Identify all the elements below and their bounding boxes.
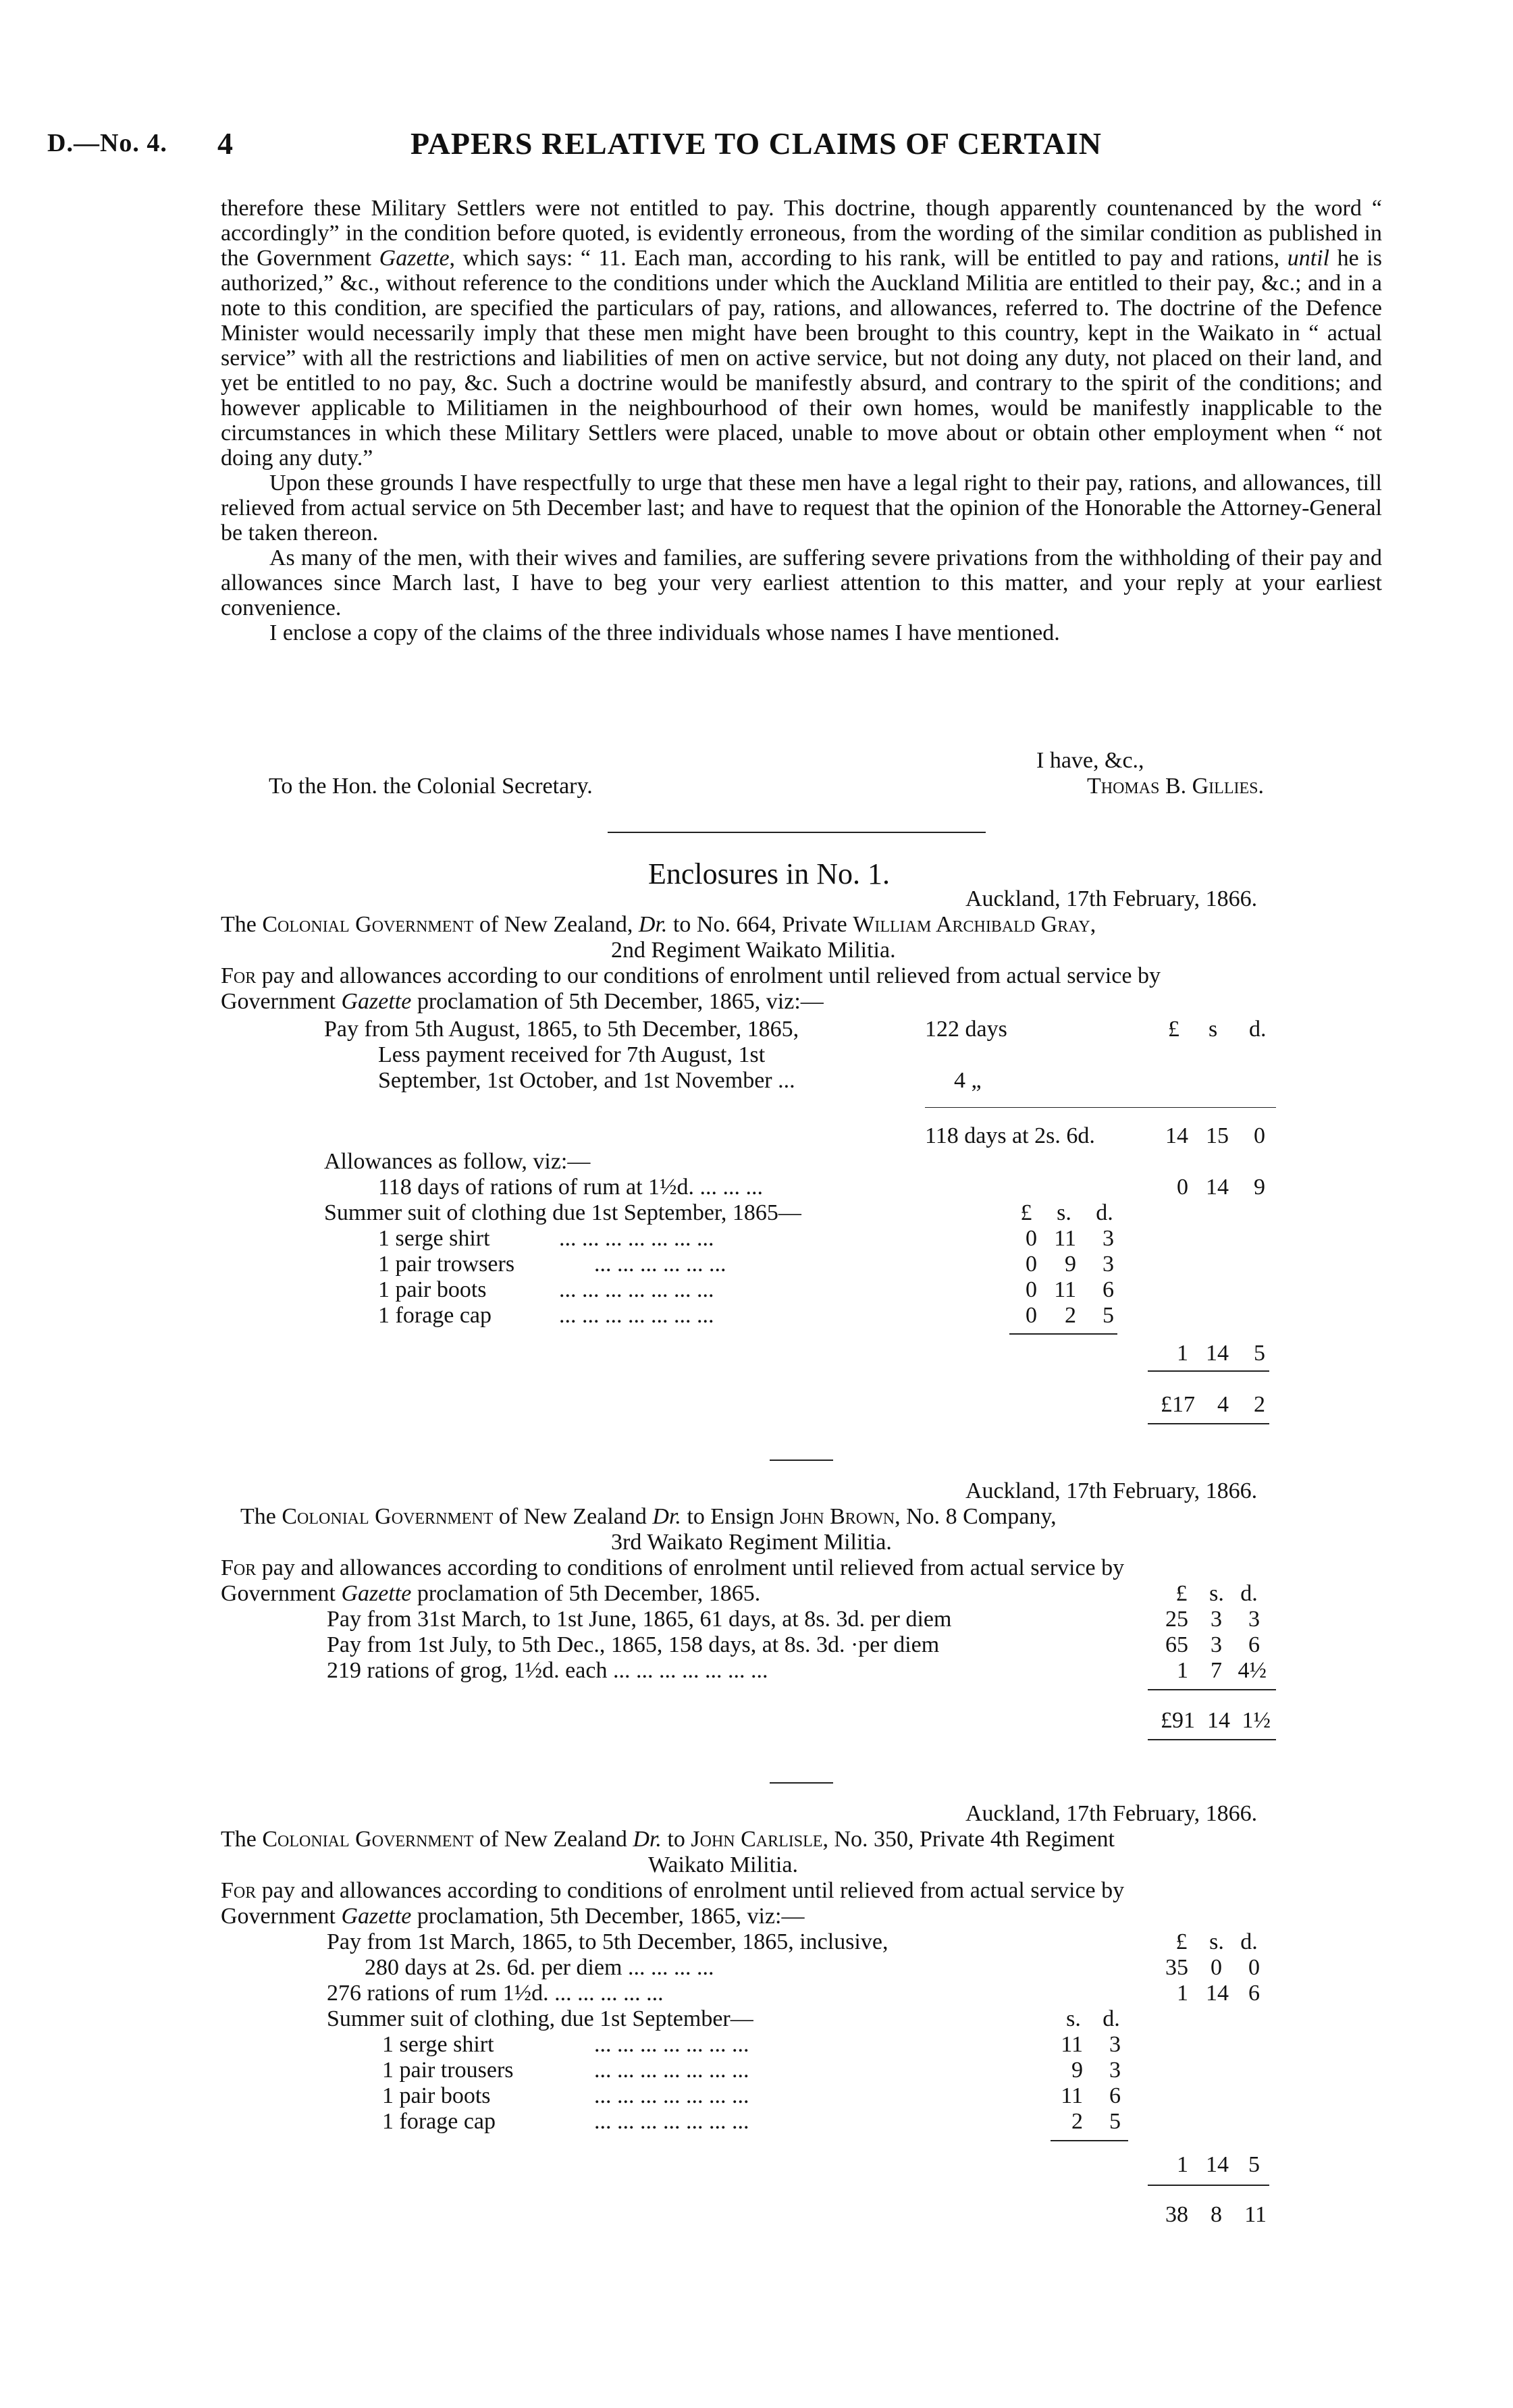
item-name: 1 pair boots xyxy=(378,1277,487,1302)
currency-shilling: s. xyxy=(1209,1929,1224,1954)
suit-rule xyxy=(1051,2140,1128,2141)
amount-pounds: 14 xyxy=(1165,1123,1188,1148)
claim-purpose: For pay and allowances according to our conditions of enrolment until relieved from actual service by xyxy=(221,963,1161,988)
leaders: ... ... ... ... ... ... ... xyxy=(559,1226,714,1251)
row-text: 219 rations of grog, 1½d. each ... ... ... ... ... ... ... xyxy=(327,1658,768,1683)
amount-pence: 0 xyxy=(1254,1123,1265,1148)
divider xyxy=(770,1782,833,1784)
subtotal-rule xyxy=(925,1107,1276,1108)
grand-total-pounds: £91 xyxy=(1161,1708,1195,1733)
item-pounds: 0 xyxy=(1026,1252,1037,1277)
item-shillings: 11 xyxy=(1054,1226,1076,1251)
claim-date: Auckland, 17th February, 1866. xyxy=(965,1478,1258,1503)
item-pence: 3 xyxy=(1103,1226,1114,1251)
currency-pence: d. xyxy=(1240,1929,1258,1954)
item-pence: 6 xyxy=(1103,1277,1114,1302)
amount-pence: 5 xyxy=(1248,2152,1260,2177)
closing: I have, &c., xyxy=(1036,748,1144,773)
claim-regiment: 3rd Waikato Regiment Militia. xyxy=(611,1530,892,1555)
row-pence: 6 xyxy=(1248,1632,1260,1657)
less-line-1: Less payment received for 7th August, 1st xyxy=(378,1042,766,1067)
currency-shilling: s xyxy=(1209,1017,1218,1042)
total-rule xyxy=(1148,1370,1269,1372)
grand-total-pence: 1½ xyxy=(1242,1708,1271,1733)
claim-date: Auckland, 17th February, 1866. xyxy=(965,1801,1258,1826)
row-shillings: 3 xyxy=(1211,1607,1222,1632)
leaders: ... ... ... ... ... ... ... xyxy=(594,2109,749,2134)
currency-pence: d. xyxy=(1249,1017,1267,1042)
item-shillings: 9 xyxy=(1071,2058,1083,2083)
currency-pound: £ xyxy=(1168,1017,1179,1042)
grand-total-pence: 2 xyxy=(1254,1392,1265,1417)
row-pounds: 25 xyxy=(1165,1607,1188,1632)
amount-pounds: 1 xyxy=(1177,1981,1188,2006)
claim-gazette: Government Gazette proclamation, 5th December, 1865, viz:— xyxy=(221,1904,805,1929)
less-line-2: September, 1st October, and 1st November ... xyxy=(378,1068,795,1093)
item-pence: 5 xyxy=(1103,1303,1114,1328)
item-shillings: 2 xyxy=(1065,1303,1076,1328)
item-pence: 5 xyxy=(1109,2109,1121,2134)
item-shillings: 9 xyxy=(1065,1252,1076,1277)
addressee: To the Hon. the Colonial Secretary. xyxy=(269,774,593,799)
suit-heading: Summer suit of clothing due 1st September, 1865— xyxy=(324,1200,801,1225)
page-title: PAPERS RELATIVE TO CLAIMS OF CERTAIN xyxy=(410,126,1102,161)
amount-shillings: 14 xyxy=(1206,1981,1229,2006)
item-name: 1 forage cap xyxy=(378,1303,492,1328)
total-underline xyxy=(1148,1423,1269,1424)
less-value: 4 „ xyxy=(954,1068,982,1093)
allowances-heading: Allowances as follow, viz:— xyxy=(324,1149,591,1174)
pay-days: 122 days xyxy=(925,1017,1007,1042)
divider xyxy=(608,832,986,833)
amount-pence: 5 xyxy=(1254,1341,1265,1366)
row-shillings: 3 xyxy=(1211,1632,1222,1657)
leaders: ... ... ... ... ... ... ... xyxy=(594,2032,749,2057)
grand-total-pounds: £17 xyxy=(1161,1392,1195,1417)
row-pounds: 1 xyxy=(1177,1658,1188,1683)
item-name: 1 forage cap xyxy=(382,2109,496,2134)
item-pence: 3 xyxy=(1103,1252,1114,1277)
paragraph-3: As many of the men, with their wives and families, are suffering severe privations from the withholding of their pay and allowances since March last, I have to beg your very earliest attention to this matter, and your reply at your earliest convenience. xyxy=(221,545,1382,620)
total-rule xyxy=(1148,2185,1269,2186)
row-pence: 3 xyxy=(1248,1607,1260,1632)
item-name: 1 pair boots xyxy=(382,2083,491,2108)
grand-total-pounds: 38 xyxy=(1165,2202,1188,2227)
item-pounds: 0 xyxy=(1026,1226,1037,1251)
currency-shilling: s. xyxy=(1209,1581,1224,1606)
item-shillings: 11 xyxy=(1054,1277,1076,1302)
signature: Thomas B. Gillies. xyxy=(1087,774,1264,799)
item-name: 1 serge shirt xyxy=(382,2032,494,2057)
suit-currency-pence: d. xyxy=(1103,2006,1120,2031)
paragraph-2: Upon these grounds I have respectfully to urge that these men have a legal right to their pay, rations, and allowances, till relieved from actual service on 5th December last; and have to request that the opinion of the Honorable the Attorney-General be taken thereon. xyxy=(221,471,1382,545)
claim-purpose: For pay and allowances according to conditions of enrolment until relieved from actual service by xyxy=(221,1878,1125,1903)
letter-body xyxy=(221,196,1382,645)
amount-shillings: 15 xyxy=(1206,1123,1229,1148)
row-pounds: 65 xyxy=(1165,1632,1188,1657)
amount-pounds: 0 xyxy=(1177,1175,1188,1200)
suit-heading: Summer suit of clothing, due 1st September— xyxy=(327,2006,753,2031)
item-shillings: 2 xyxy=(1071,2109,1083,2134)
leaders: ... ... ... ... ... ... ... xyxy=(594,2058,749,2083)
pay-line: Pay from 1st March, 1865, to 5th December, 1865, inclusive, xyxy=(327,1929,888,1954)
amount-shillings: 14 xyxy=(1206,2152,1229,2177)
item-shillings: 11 xyxy=(1061,2083,1083,2108)
item-pence: 3 xyxy=(1109,2058,1121,2083)
currency-pence: d. xyxy=(1240,1581,1258,1606)
amount-pounds: 1 xyxy=(1177,2152,1188,2177)
suit-currency-shilling: s. xyxy=(1066,2006,1081,2031)
item-name: 1 pair trowsers xyxy=(378,1252,515,1277)
grand-total-shillings: 4 xyxy=(1217,1392,1229,1417)
divider xyxy=(770,1460,833,1461)
claim-gazette: Government Gazette proclamation of 5th December, 1865, viz:— xyxy=(221,989,824,1014)
document-reference: D.—No. 4. xyxy=(47,129,167,157)
leaders: ... ... ... ... ... ... ... xyxy=(594,2083,749,2108)
item-name: 1 serge shirt xyxy=(378,1226,490,1251)
amount-shillings: 0 xyxy=(1211,1955,1222,1980)
enclosures-heading: Enclosures in No. 1. xyxy=(648,857,891,890)
row-text: Pay from 1st July, to 5th Dec., 1865, 158 days, at 8s. 3d. ·per diem xyxy=(327,1632,940,1657)
paragraph-1: therefore these Military Settlers were not entitled to pay. This doctrine, though apparently countenanced by the word “ accordingly” in the condition before quoted, is evidently erroneous, from the wording of the similar condition as published in the Government Gazette, which says: “ 11. Each man, according to his rank, will be entitled to pay and rations, until he is authorized,” &c., without reference to the conditions under which the Auckland Militia are entitled to their pay, &c.; and in a note to this condition, are specified the particulars of pay, rations, and allowances, referred to. The doctrine of the Defence Minister would necessarily imply that these men might have been brought to this country, kept in the Waikato in “ actual service” with all the restrictions and liabilities of men on active service, but not doing any duty, not placed on their land, and yet be entitled to no pay, &c. Such a doctrine would be manifestly absurd, and contrary to the spirit of the conditions; and however applicable to Militiamen in the neighbourhood of their own homes, would be manifestly inapplicable to the circumstances in which these Military Settlers were placed, unable to move about or obtain other employment when “ not doing any duty.” xyxy=(221,196,1382,471)
item-pounds: 0 xyxy=(1026,1303,1037,1328)
pay-line: Pay from 5th August, 1865, to 5th December, 1865, xyxy=(324,1017,799,1042)
leaders: ... ... ... ... ... ... xyxy=(594,1252,726,1277)
suit-currency-shilling: s. xyxy=(1057,1200,1071,1225)
item-shillings: 11 xyxy=(1061,2032,1083,2057)
row-shillings: 7 xyxy=(1211,1658,1222,1683)
grand-total-shillings: 8 xyxy=(1211,2202,1222,2227)
claim-regiment: Waikato Militia. xyxy=(648,1852,798,1877)
paragraph-4: I enclose a copy of the claims of the three individuals whose names I have mentioned. xyxy=(269,620,1060,645)
claim-debtor-line: The Colonial Government of New Zealand, Dr. to No. 664, Private William Archibald Gray, xyxy=(221,912,1096,937)
claim-debtor-line: The Colonial Government of New Zealand Dr. to John Carlisle, No. 350, Private 4th Regiment xyxy=(221,1827,1115,1852)
total-rule xyxy=(1148,1689,1276,1690)
rum-line: 118 days of rations of rum at 1½d. ... ... ... xyxy=(378,1175,764,1200)
row-pence: 4½ xyxy=(1238,1658,1267,1683)
page-number: 4 xyxy=(217,126,234,161)
item-pence: 3 xyxy=(1109,2032,1121,2057)
claim-regiment: 2nd Regiment Waikato Militia. xyxy=(611,938,896,963)
currency-pound: £ xyxy=(1175,1929,1188,1954)
amount-pence: 9 xyxy=(1254,1175,1265,1200)
amount-pounds: 1 xyxy=(1177,1341,1188,1366)
amount-shillings: 14 xyxy=(1206,1175,1229,1200)
leaders: ... ... ... ... ... ... ... xyxy=(559,1303,714,1328)
claim-gazette: Government Gazette proclamation of 5th December, 1865. xyxy=(221,1581,761,1606)
item-name: 1 pair trousers xyxy=(382,2058,514,2083)
claim-debtor-line: The Colonial Government of New Zealand Dr. to Ensign John Brown, No. 8 Company, xyxy=(240,1504,1057,1529)
claim-purpose: For pay and allowances according to conditions of enrolment until relieved from actual service by xyxy=(221,1555,1125,1580)
item-pounds: 0 xyxy=(1026,1277,1037,1302)
total-underline xyxy=(1148,1739,1276,1740)
claim-date: Auckland, 17th February, 1866. xyxy=(965,886,1258,911)
amount-shillings: 14 xyxy=(1206,1341,1229,1366)
suit-rule xyxy=(1009,1333,1117,1335)
days-line: 280 days at 2s. 6d. per diem ... ... ... ... xyxy=(365,1955,714,1980)
item-pence: 6 xyxy=(1109,2083,1121,2108)
rum-line: 276 rations of rum 1½d. ... ... ... ... ... xyxy=(327,1981,664,2006)
amount-pence: 6 xyxy=(1248,1981,1260,2006)
amount-pounds: 35 xyxy=(1165,1955,1188,1980)
suit-currency-pound: £ xyxy=(1020,1200,1032,1225)
grand-total-shillings: 14 xyxy=(1207,1708,1230,1733)
suit-currency-pence: d. xyxy=(1096,1200,1113,1225)
currency-pound: £ xyxy=(1175,1581,1188,1606)
amount-pence: 0 xyxy=(1248,1955,1260,1980)
row-text: Pay from 31st March, to 1st June, 1865, 61 days, at 8s. 3d. per diem xyxy=(327,1607,952,1632)
days-at-rate: 118 days at 2s. 6d. xyxy=(925,1123,1095,1148)
leaders: ... ... ... ... ... ... ... xyxy=(559,1277,714,1302)
grand-total-pence: 11 xyxy=(1244,2202,1267,2227)
